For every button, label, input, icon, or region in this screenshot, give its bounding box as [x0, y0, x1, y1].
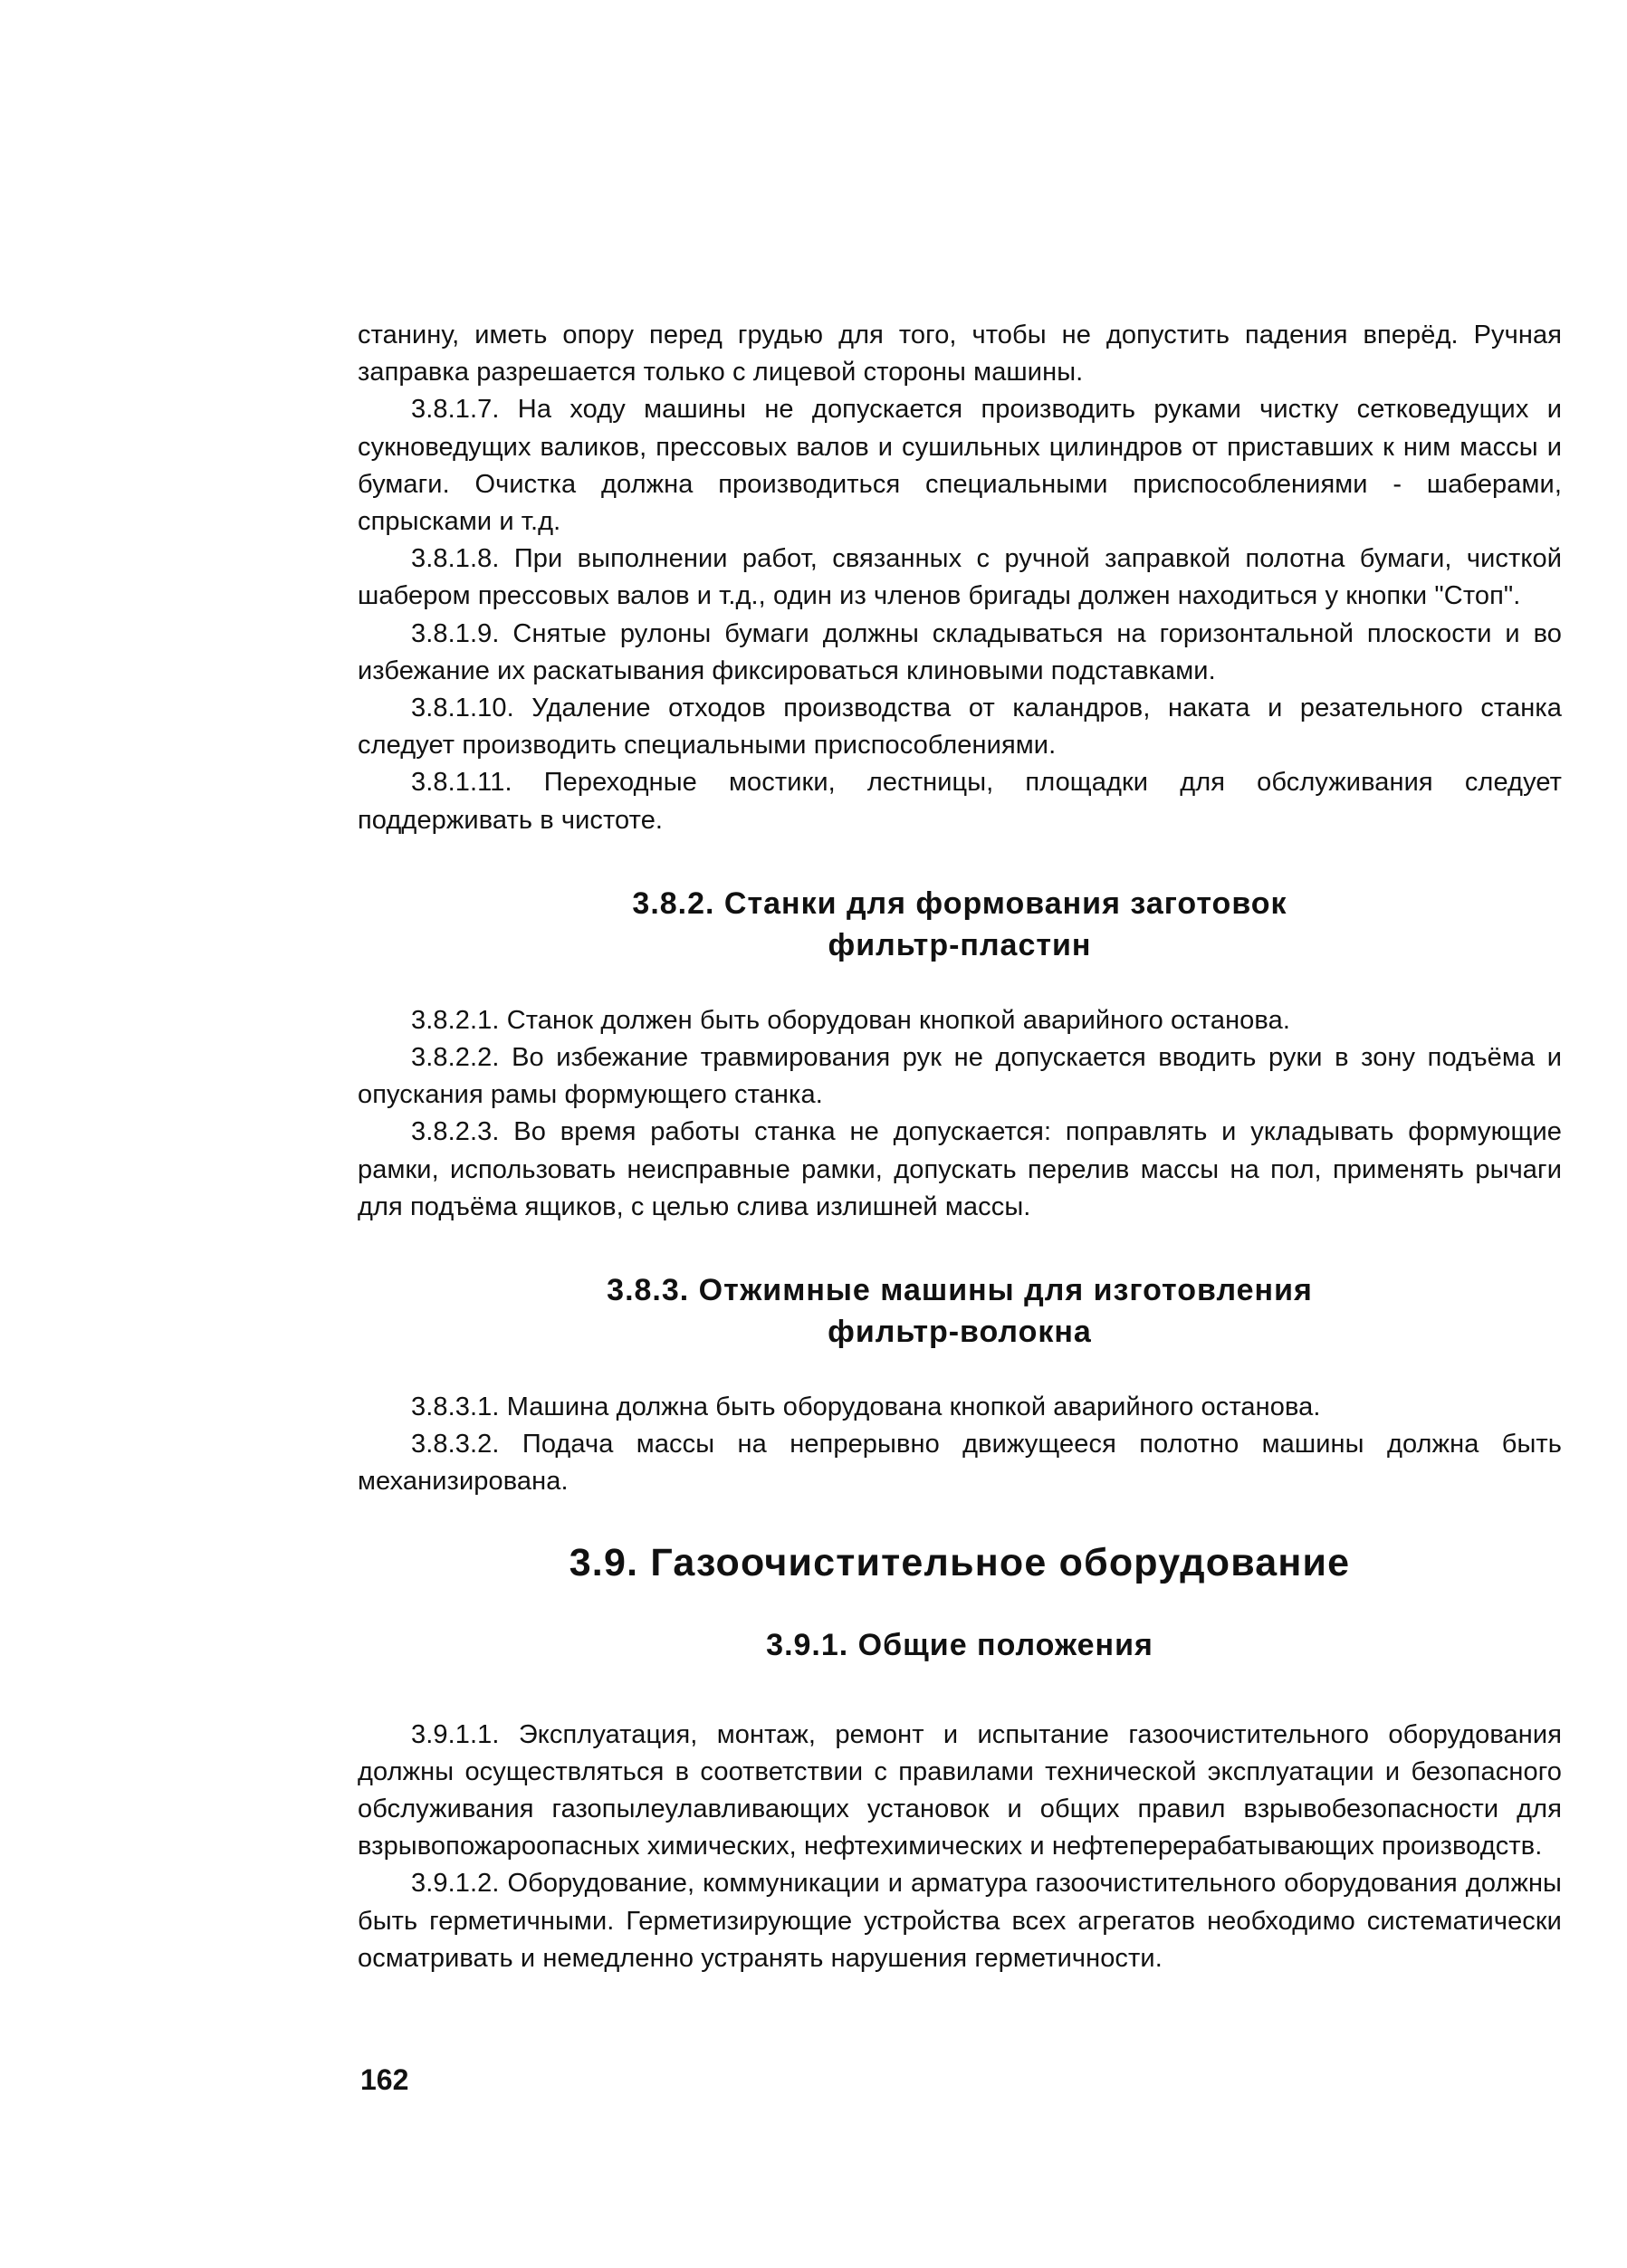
paragraph-3-9-1-1: 3.9.1.1. Эксплуатация, монтаж, ремонт и испытание газоочистительного оборудования должны осуществляться в соответствии с правилами технической эксплуатации и безопасного обслуживания газопылеулавливающих установок и общих правил взрывобезопасности для взрывопожароопасных химических, нефтехимических и нефтеперерабатывающих производств. — [358, 1719, 1562, 1861]
paragraph-3-9-1-2: 3.9.1.2. Оборудование, коммуникации и арматура газоочистительного оборудования должны быть герметичными. Герметизирующие устройства всех агрегатов необходимо систематически осматривать и немедленно устранять нарушения герметичности. — [358, 1869, 1562, 1973]
spacer — [358, 1353, 1562, 1389]
paragraph-3-8-1-9: 3.8.1.9. Снятые рулоны бумаги должны складываться на горизонтальной плоскости и во избежание их раскатывания фиксироваться клиновыми подставками. — [358, 618, 1562, 685]
text-column — [358, 317, 1562, 1977]
paragraph-3-8-2-1: 3.8.2.1. Станок должен быть оборудован кнопкой аварийного останова. — [411, 1005, 1290, 1035]
heading-3-8-2: 3.8.2. Станки для формования заготовок фильтр-пластин — [632, 885, 1287, 962]
spacer — [358, 1226, 1562, 1269]
paragraph-continuation: станину, иметь опору перед грудью для того, чтобы не допустить падения вперёд. Ручная заправка разрешается только с лицевой стороны машины. — [358, 321, 1562, 388]
spacer — [358, 1588, 1562, 1624]
paragraph-3-8-2-2: 3.8.2.2. Во избежание травмирования рук не допускается вводить руки в зону подъёма и опускания рамы формующего станка. — [358, 1043, 1562, 1110]
paragraph-3-8-1-7: 3.8.1.7. На ходу машины не допускается производить руками чистку сетковедущих и сукноведущих валиков, прессовых валов и сушильных цилиндров от приставших к ним массы и бумаги. Очистка должна производиться специальными приспособлениями - шаберами, спрысками и т.д. — [358, 395, 1562, 537]
paragraph-3-8-1-10: 3.8.1.10. Удаление отходов производства от каландров, наката и резательного станка следует производить специальными приспособлениями. — [358, 694, 1562, 761]
paragraph-3-8-2-3: 3.8.2.3. Во время работы станка не допускается: поправлять и укладывать формующие рамки, использовать неисправные рамки, допускать перелив массы на пол, применять рычаги для подъёма ящиков, с целью слива излишней массы. — [358, 1117, 1562, 1221]
paragraph-3-8-3-2: 3.8.3.2. Подача массы на непрерывно движущееся полотно машины должна быть механизирована. — [358, 1430, 1562, 1497]
spacer — [358, 1666, 1562, 1717]
heading-3-9-1: 3.9.1. Общие положения — [766, 1627, 1153, 1662]
paragraph-3-8-3-1: 3.8.3.1. Машина должна быть оборудована кнопкой аварийного останова. — [411, 1392, 1321, 1422]
spacer — [358, 966, 1562, 1002]
heading-3-9: 3.9. Газоочистительное оборудование — [569, 1540, 1351, 1584]
page-number: 162 — [360, 2063, 409, 2096]
paragraph-3-8-1-8: 3.8.1.8. При выполнении работ, связанных с ручной заправкой полотна бумаги, чисткой шабером прессовых валов и т.д., один из членов бригады должен находиться у кнопки "Стоп". — [358, 544, 1562, 611]
heading-3-8-3: 3.8.3. Отжимные машины для изготовления фильтр-волокна — [607, 1273, 1313, 1350]
spacer — [358, 1501, 1562, 1537]
spacer — [358, 839, 1562, 883]
paragraph-3-8-1-11: 3.8.1.11. Переходные мостики, лестницы, площадки для обслуживания следует поддерживать в чистоте. — [358, 768, 1562, 835]
